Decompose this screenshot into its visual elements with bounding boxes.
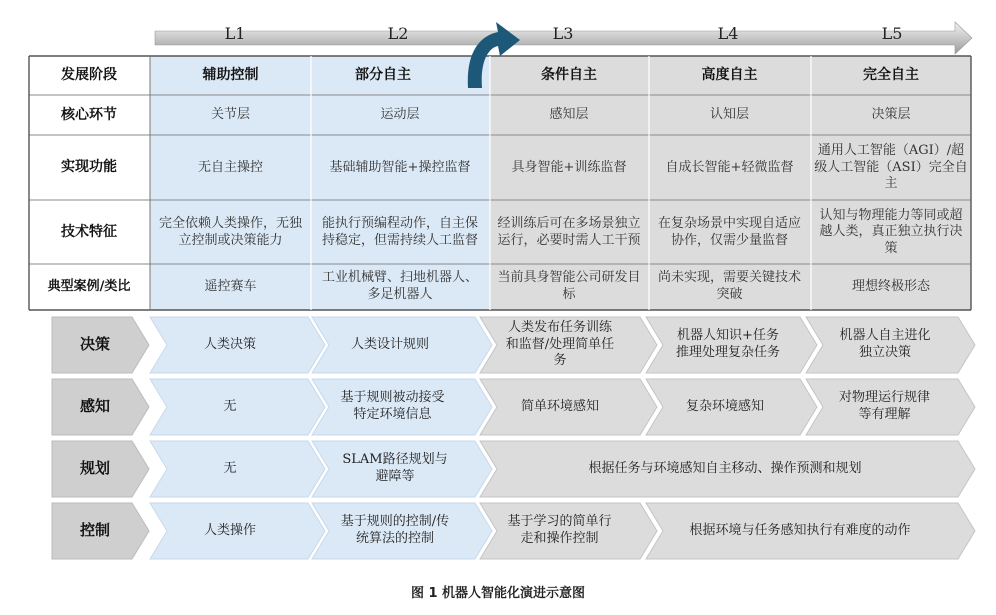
table-cell: 经训练后可在多场景独立运行，必要时需人工干预 bbox=[497, 215, 641, 248]
table-header-l4: 高度自主 bbox=[701, 67, 758, 84]
capability-label-planning: 规划 bbox=[79, 459, 110, 478]
table-cell: 当前具身智能公司研发目标 bbox=[497, 270, 641, 302]
table-cell: 决策层 bbox=[871, 107, 911, 123]
capability-cell: 简单环境感知 bbox=[520, 398, 599, 414]
row-label-core: 核心环节 bbox=[61, 106, 117, 123]
table-header-l3: 条件自主 bbox=[541, 67, 597, 84]
table-cell: 理想终极形态 bbox=[851, 278, 930, 294]
level-label-l5: L5 bbox=[881, 24, 903, 43]
table-cell: 具身智能+训练监督 bbox=[511, 159, 627, 175]
capability-cell: 人类发布任务训练和监督/处理简单任务 bbox=[505, 319, 615, 369]
capability-label-decision: 决策 bbox=[79, 335, 110, 354]
capability-cell: 根据任务与环境感知自主移动、操作预测和规划 bbox=[588, 460, 862, 476]
level-label-l4: L4 bbox=[717, 24, 739, 43]
table-cell: 在复杂场景中实现自适应协作，仅需少量监督 bbox=[657, 215, 801, 248]
table-cell: 认知与物理能力等同或超越人类，真正独立执行决策 bbox=[819, 207, 963, 256]
capability-cell: 人类决策 bbox=[203, 336, 256, 352]
capability-cell: SLAM路径规划与避障等 bbox=[342, 452, 448, 484]
row-label-cases: 典型案例/类比 bbox=[47, 278, 131, 294]
capability-cell: 基于规则被动接受特定环境信息 bbox=[340, 390, 445, 422]
table-header-l2: 部分自主 bbox=[355, 67, 411, 84]
level-label-l1: L1 bbox=[224, 24, 246, 43]
table-header-stage: 发展阶段 bbox=[61, 67, 117, 84]
table-cell: 通用人工智能（AGI）/超级人工智能（ASI）完全自主 bbox=[814, 143, 968, 192]
row-label-tech: 技术特征 bbox=[61, 223, 117, 240]
table-cell: 尚未实现，需要关键技术突破 bbox=[657, 270, 801, 302]
table-cell: 运动层 bbox=[380, 107, 420, 123]
capability-label-control: 控制 bbox=[79, 521, 110, 540]
capability-cell: 无 bbox=[223, 398, 237, 414]
figure-caption: 图 1 机器人智能化演进示意图 bbox=[410, 586, 586, 601]
table-cell: 完全依赖人类操作，无独立控制或决策能力 bbox=[158, 215, 302, 248]
table-cell: 感知层 bbox=[549, 107, 589, 123]
capability-cell: 无 bbox=[223, 460, 237, 476]
capability-cell: 复杂环境感知 bbox=[685, 398, 764, 414]
capability-cell: 人类设计规则 bbox=[350, 336, 429, 352]
capability-label-perception: 感知 bbox=[79, 397, 110, 416]
row-label-function: 实现功能 bbox=[61, 159, 117, 176]
capability-cell: 基于规则的控制/传统算法的控制 bbox=[340, 514, 450, 546]
level-label-l2: L2 bbox=[387, 24, 409, 43]
table-cell: 无自主操控 bbox=[197, 159, 263, 175]
table-cell: 能执行预编程动作，自主保持稳定，但需持续人工监督 bbox=[321, 215, 478, 248]
table-cell: 认知层 bbox=[709, 107, 749, 123]
table-cell: 自成长智能+轻微监督 bbox=[665, 159, 794, 175]
table-cell: 工业机械臂、扫地机器人、多足机器人 bbox=[321, 270, 478, 302]
table-header-l5: 完全自主 bbox=[863, 67, 919, 84]
capability-cell: 基于学习的简单行走和操作控制 bbox=[507, 514, 612, 546]
table-cell: 关节层 bbox=[210, 107, 250, 123]
table-header-l1: 辅助控制 bbox=[202, 67, 259, 84]
capability-cell: 机器人知识+任务推理处理复杂任务 bbox=[675, 328, 780, 360]
capability-cell: 机器人自主进化独立决策 bbox=[839, 328, 931, 360]
level-label-l3: L3 bbox=[552, 24, 574, 43]
table-cell: 基础辅助智能+操控监督 bbox=[329, 159, 471, 175]
capability-cell: 对物理运行规律等有理解 bbox=[838, 390, 930, 422]
table-cell: 遥控赛车 bbox=[204, 278, 257, 294]
capability-cell: 根据环境与任务感知执行有难度的动作 bbox=[689, 522, 911, 538]
capability-cell: 人类操作 bbox=[203, 522, 256, 538]
